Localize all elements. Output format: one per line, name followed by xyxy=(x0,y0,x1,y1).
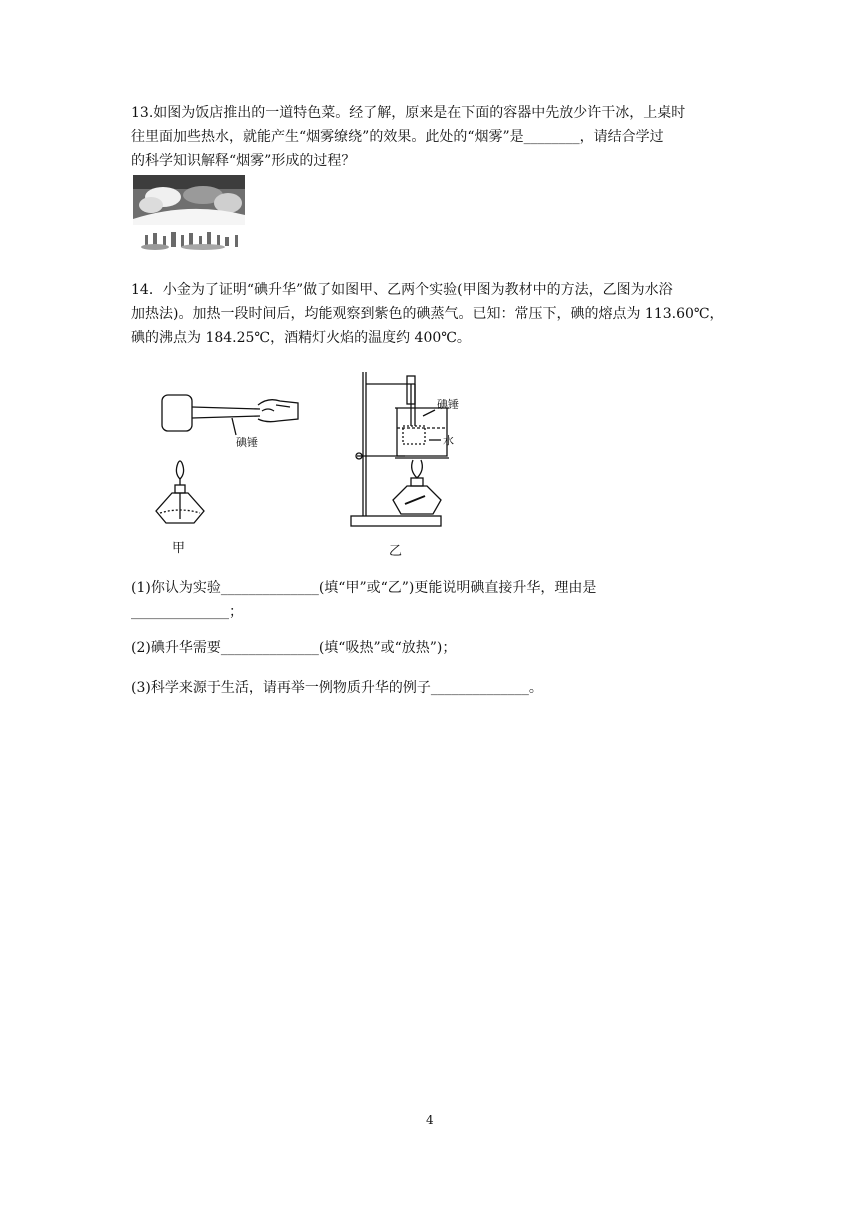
question-13-line-3: 的科学知识解释“烟雾”形成的过程？ xyxy=(131,153,356,169)
question-13-line-1: 13.如图为饭店推出的一道特色菜。经了解，原来是在下面的容器中先放少许干冰，上桌时 xyxy=(131,105,686,121)
figure-yi-caption: 乙 xyxy=(389,544,403,559)
sub-question-3 xyxy=(131,676,731,700)
figure-yi-label-water: 水 xyxy=(443,434,454,447)
question-14 xyxy=(131,278,731,350)
page-number: 4 xyxy=(426,1113,434,1127)
question-13-line-2: 往里面加些热水，就能产生“烟雾缭绕”的效果。此处的“烟雾”是________，请结合学过 xyxy=(131,129,664,145)
sub-question-2-text: (2)碘升华需要______________(填“吸热”或“放热”)； xyxy=(131,640,457,656)
figure-yi-label-iodine-hammer: 碘锤 xyxy=(437,398,459,411)
sub-question-2 xyxy=(131,636,731,660)
figure-jia-label: 碘锤 xyxy=(236,436,258,449)
sub-question-3-text: (3)科学来源于生活，请再举一例物质升华的例子______________。 xyxy=(131,680,543,696)
sub-question-1 xyxy=(131,576,731,624)
question-14-line-1: 14．小金为了证明“碘升华”做了如图甲、乙两个实验(甲图为教材中的方法，乙图为水浴 xyxy=(131,282,673,298)
question-14-line-2: 加热法)。加热一段时间后，均能观察到紫色的碘蒸气。已知：常压下，碘的熔点为 113.60℃， xyxy=(131,306,724,322)
sub-question-1-line-1: (1)你认为实验______________(填“甲”或“乙”)更能说明碘直接升华，理由是 xyxy=(131,580,597,596)
sub-question-1-line-2: ______________； xyxy=(131,604,243,620)
figure-jia-caption: 甲 xyxy=(172,541,186,556)
figure-jia-direct-heating xyxy=(150,385,310,530)
question-13 xyxy=(131,101,731,173)
question-14-line-3: 碘的沸点为 184.25℃，酒精灯火焰的温度约 400℃。 xyxy=(131,330,471,346)
figure-yi-water-bath xyxy=(345,368,475,533)
dry-ice-dish-photo xyxy=(133,175,245,253)
